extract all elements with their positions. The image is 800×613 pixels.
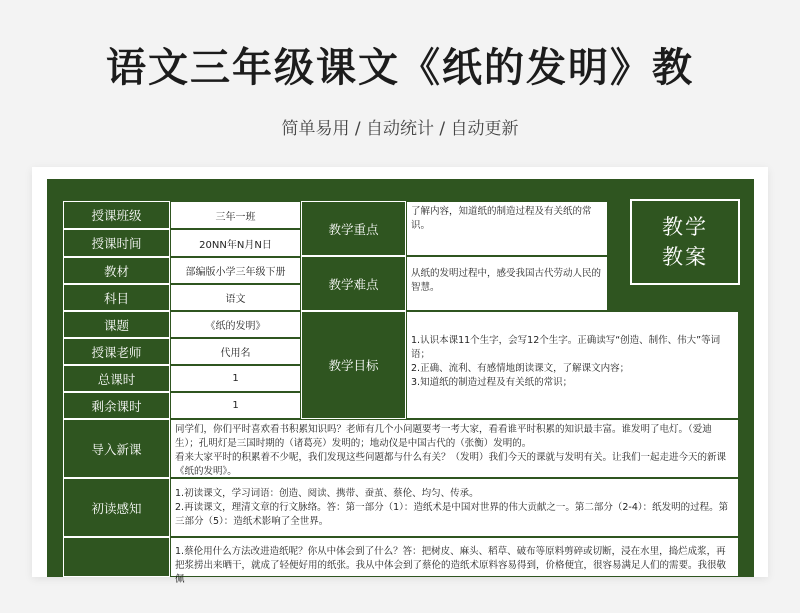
lesson-plan-card: [32, 167, 768, 585]
first-reading-label: 初读感知: [63, 478, 170, 537]
teacher-value[interactable]: 代用名: [170, 338, 301, 365]
remaining-hours-label: 剩余课时: [63, 392, 170, 419]
lesson-plan-badge: [630, 199, 740, 285]
key-point-text[interactable]: 了解内容，知道纸的制造过程及有关纸的常识。: [406, 201, 608, 256]
subject-label: 科目: [63, 284, 170, 311]
total-hours-label: 总课时: [63, 365, 170, 392]
page-subtitle: 简单易用 / 自动统计 / 自动更新: [281, 119, 519, 139]
class-value[interactable]: 三年一班: [170, 201, 301, 229]
lesson-plan-sheet: [47, 179, 754, 585]
first-reading-paragraph: 2.再读课文，理清文章的行文脉络。答：第一部分（1）：造纸术是中国对世界的伟大贡献之一。第二部分（2-4）：纸发明的过程。第三部分（5）：造纸术影响了全世界。: [175, 502, 729, 527]
time-value[interactable]: 20NN年N月N日: [170, 229, 301, 257]
intro-text[interactable]: [170, 419, 739, 478]
intro-label: 导入新课: [63, 419, 170, 478]
first-reading-text[interactable]: [170, 478, 739, 537]
textbook-value[interactable]: 部编版小学三年级下册: [170, 257, 301, 284]
teacher-label: 授课老师: [63, 338, 170, 365]
goal-item: 2.正确、流利、有感情地朗读课文，了解课文内容；: [411, 363, 630, 374]
difficulty-label: 教学难点: [301, 256, 406, 311]
intro-paragraph: 看来大家平时的积累着不少呢，我们发现这些问题都与什么有关？（发明）我们今天的课就与发明有关。让我们一起走进今天的新课《纸的发明》。: [175, 452, 727, 477]
deep-reading-paragraph: 1.蔡伦用什么方法改进造纸呢？你从中体会到了什么？答：把树皮、麻头、稻草、破布等原料剪碎或切断，浸在水里，捣烂成浆，再把浆捞出来晒干，就成了轻便好用的纸张。我从中体会到了蔡伦的造纸术原料容易得到，价格便宜，很容易满足人们的需要。我很敬佩: [175, 546, 727, 585]
topic-label: 课题: [63, 311, 170, 338]
subject-value[interactable]: 语文: [170, 284, 301, 311]
first-reading-paragraph: 1.初读课文，学习词语：创造、阅读、携带、蚕茧、蔡伦、均匀、传承。: [175, 488, 479, 499]
deep-reading-text[interactable]: [170, 537, 739, 585]
time-label: 授课时间: [63, 229, 170, 257]
goal-item: 3.知道纸的制造过程及有关纸的常识；: [411, 377, 573, 388]
goals-text[interactable]: [406, 311, 739, 419]
class-label: 授课班级: [63, 201, 170, 229]
badge-line-1: 教学: [662, 215, 708, 239]
deep-reading-label: [63, 537, 170, 577]
goals-label: 教学目标: [301, 311, 406, 419]
remaining-hours-value[interactable]: 1: [170, 392, 301, 419]
textbook-label: 教材: [63, 257, 170, 284]
difficulty-text[interactable]: 从纸的发明过程中，感受我国古代劳动人民的智慧。: [406, 256, 608, 311]
topic-value[interactable]: 《纸的发明》: [170, 311, 301, 338]
total-hours-value[interactable]: 1: [170, 365, 301, 392]
intro-paragraph: 同学们，你们平时喜欢看书积累知识吗？老师有几个小问题要考一考大家，看看谁平时积累的知识最丰富。谁发明了电灯。（爱迪生）；孔明灯是三国时期的（诸葛亮）发明的；地动仪是中国古代的（张衡）发明的。: [175, 424, 712, 449]
goal-item: 1.认识本课11个生字，会写12个生字。正确读写“创造、制作、伟大”等词语；: [411, 335, 721, 360]
key-point-label: 教学重点: [301, 201, 406, 256]
badge-line-2: 教案: [662, 245, 708, 269]
page-title: 语文三年级课文《纸的发明》教: [106, 45, 694, 91]
